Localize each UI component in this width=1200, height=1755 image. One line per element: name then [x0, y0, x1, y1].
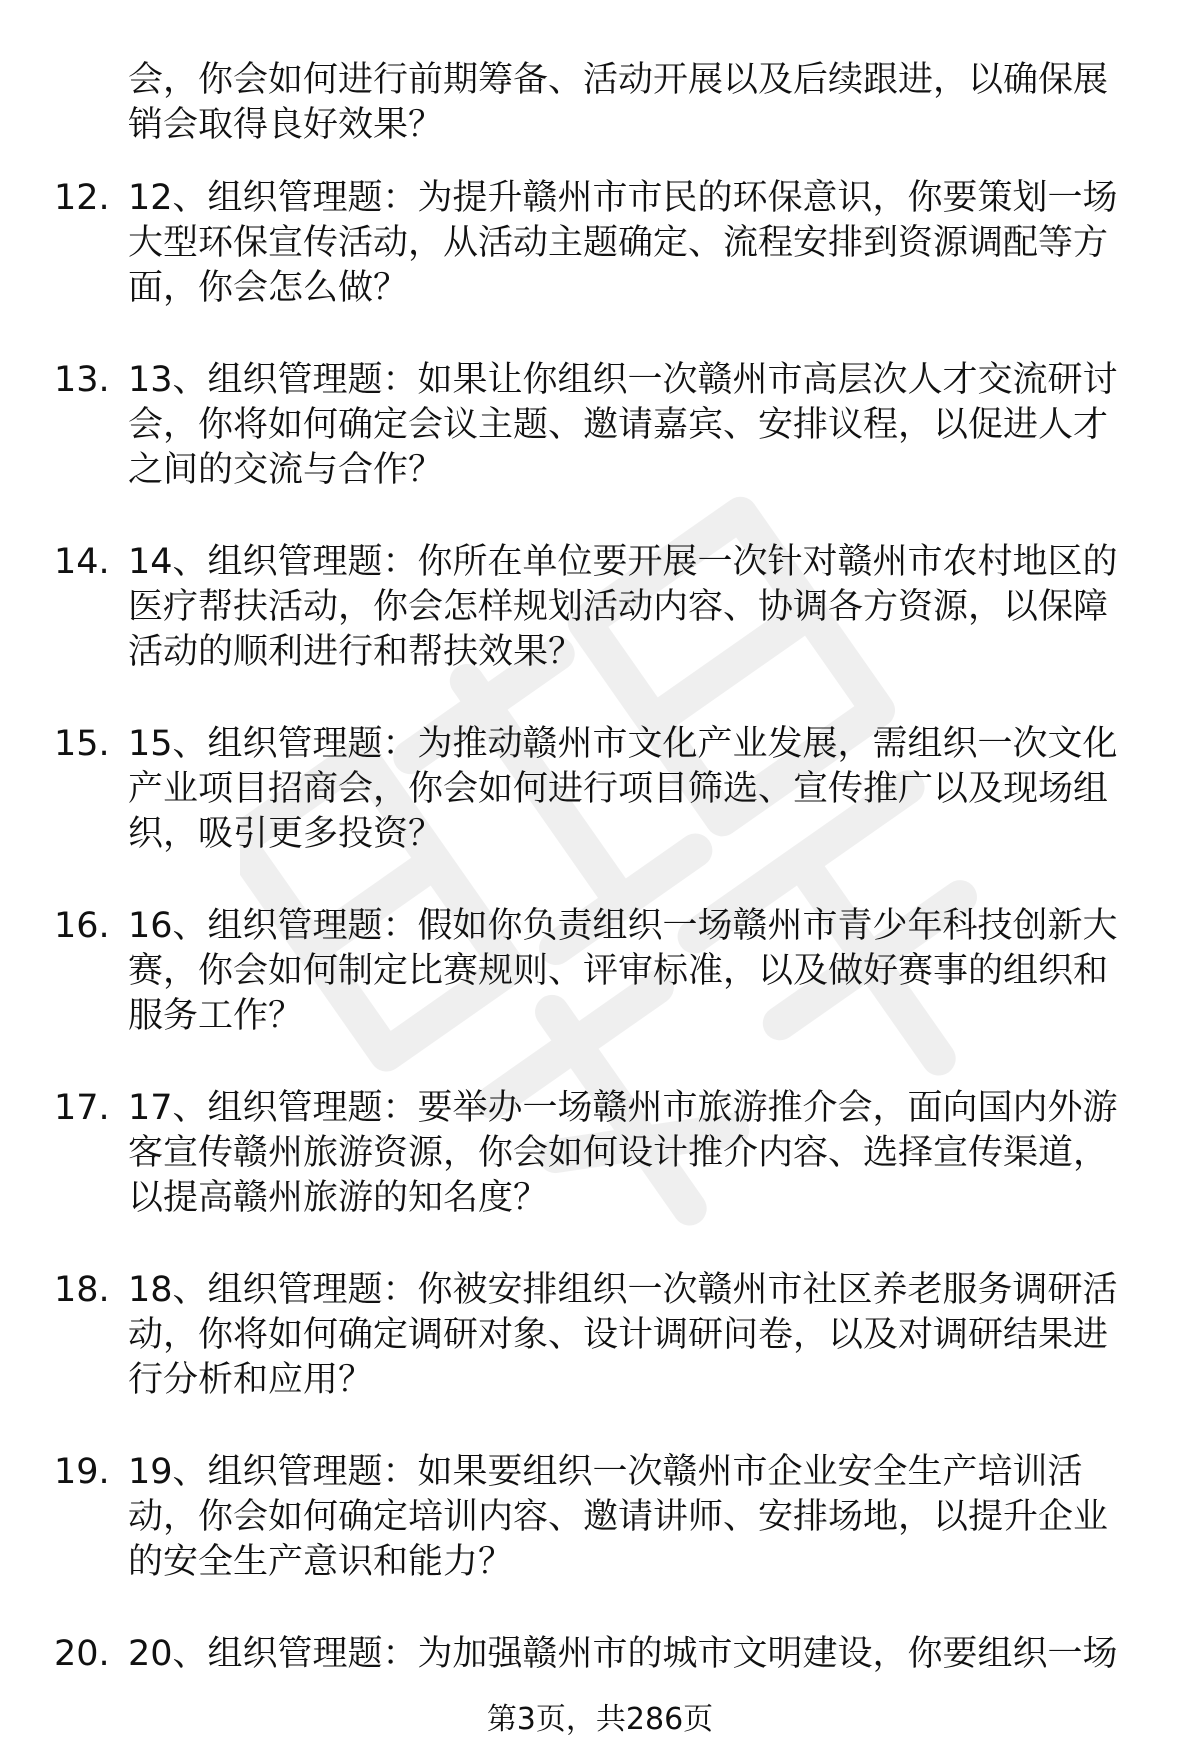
list-item: [0, 1450, 1200, 1632]
list-item: [0, 722, 1200, 904]
list-item: [0, 904, 1200, 1086]
question-text: 19、组织管理题：如果要组织一次赣州市企业安全生产培训活动，你会如何确定培训内容、邀请讲师、安排场地，以提升企业的安全生产意识和能力？: [128, 1452, 1109, 1582]
question-text: 15、组织管理题：为推动赣州市文化产业发展，需组织一次文化产业项目招商会，你会如何进行项目筛选、宣传推广以及现场组织，吸引更多投资？: [128, 724, 1118, 854]
question-number: 19.: [54, 1452, 110, 1492]
question-text: 12、组织管理题：为提升赣州市市民的环保意识，你要策划一场大型环保宣传活动，从活动主题确定、流程安排到资源调配等方面，你会怎么做？: [128, 178, 1118, 308]
question-text: 20、组织管理题：为加强赣州市的城市文明建设，你要组织一场: [128, 1634, 1118, 1674]
list-item: [0, 1268, 1200, 1450]
question-number: 20.: [54, 1634, 110, 1674]
question-text: 16、组织管理题：假如你负责组织一场赣州市青少年科技创新大赛，你会如何制定比赛规则、评审标准，以及做好赛事的组织和服务工作？: [128, 906, 1118, 1036]
question-number: 14.: [54, 542, 110, 582]
continued-question-text: 会，你会如何进行前期筹备、活动开展以及后续跟进，以确保展销会取得良好效果？: [128, 60, 1109, 145]
question-number: 16.: [54, 906, 110, 946]
question-text: 17、组织管理题：要举办一场赣州市旅游推介会，面向国内外游客宣传赣州旅游资源，你会如何设计推介内容、选择宣传渠道，以提高赣州旅游的知名度？: [128, 1088, 1118, 1218]
question-text: 13、组织管理题：如果让你组织一次赣州市高层次人才交流研讨会，你将如何确定会议主题、邀请嘉宾、安排议程，以促进人才之间的交流与合作？: [128, 360, 1118, 490]
question-number: 15.: [54, 724, 110, 764]
question-number: 17.: [54, 1088, 110, 1128]
question-number: 12.: [54, 178, 110, 218]
list-item: [0, 358, 1200, 540]
list-item: [0, 176, 1200, 358]
list-item: [0, 1632, 1200, 1692]
question-list: [0, 176, 1200, 1692]
page-number-footer: 第3页，共286页: [486, 1702, 714, 1737]
list-item: [0, 540, 1200, 722]
question-number: 18.: [54, 1270, 110, 1310]
question-text: 14、组织管理题：你所在单位要开展一次针对赣州市农村地区的医疗帮扶活动，你会怎样规划活动内容、协调各方资源，以保障活动的顺利进行和帮扶效果？: [128, 542, 1118, 672]
question-text: 18、组织管理题：你被安排组织一次赣州市社区养老服务调研活动，你将如何确定调研对象、设计调研问卷，以及对调研结果进行分析和应用？: [128, 1270, 1118, 1400]
question-number: 13.: [54, 360, 110, 400]
list-item: [0, 1086, 1200, 1268]
